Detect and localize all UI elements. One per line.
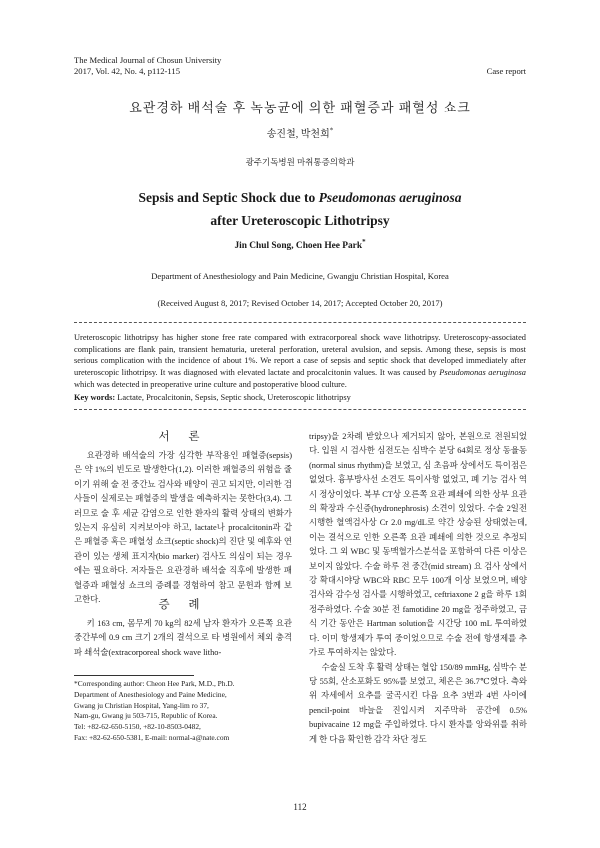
footnote-line-1: *Corresponding author: Cheon Hee Park, M.D., Ph.D. (74, 679, 235, 688)
journal-citation (74, 55, 221, 77)
affiliation-korean: 광주기독병원 마취통증의학과 (245, 157, 355, 167)
keywords-label: Key words: (74, 393, 116, 402)
abstract-organism: Pseudomonas aeruginosa (439, 368, 526, 378)
title-english (0, 186, 600, 232)
authors-korean-names: 송진철, 박천희 (266, 129, 330, 140)
article-type: Case report (486, 66, 526, 76)
footnote-line-6: Fax: +82-62-650-5381, E-mail: normal-a@nate.com (74, 732, 230, 742)
abstract-bottom-rule (74, 409, 526, 410)
title-english-part1: Sepsis and Septic Shock due to (138, 190, 319, 205)
footnote-rule (74, 675, 194, 676)
intro-heading: 서 론 (158, 431, 208, 443)
intro-body (74, 449, 292, 607)
affiliation-english: Department of Anesthesiology and Pain Medicine, Gwangju Christian Hospital, Korea (151, 271, 449, 281)
abstract (74, 332, 526, 391)
journal-name: The Medical Journal of Chosun University (74, 55, 222, 65)
footnote-line-4: Nam-gu, Gwang ju 503-715, Republic of Korea. (74, 711, 218, 721)
footnote-line-2: Department of Anesthesiology and Paine Medicine, (74, 689, 227, 699)
received-dates: (Received August 8, 2017; Revised October 14, 2017; Accepted October 20, 2017) (157, 298, 443, 308)
abstract-top-rule (74, 322, 526, 323)
footnote-line-3: Gwang ju Christian Hospital, Yang-lim ro 37, (74, 700, 209, 710)
abstract-text-2: which was detected in preoperative urine culture and postoperative blood culture. (74, 379, 347, 389)
abstract-text-1: Ureteroscopic lithotripsy has higher stone free rate compared with extracorporeal shock wave lithotripsy. Ureteroscopy-associated complications are flank pain, transient hematuria, ureteral perforation, ureteral avulsion, and sepsis. Among these, sepsis is most serious complication with the incidence of about 1%. We report a case of sepsis and septic shock that developed immediately after ureteroscopic lithotripsy. It was diagnosed with elevated lactate and procalcitonin values. It was caused by (74, 333, 526, 378)
right-paragraph-1: tripsy)을 2차례 받았으나 제거되지 않아, 본원으로 전원되었다. 입원 시 검사한 심전도는 심박수 분당 64회로 정상 동율동(normal sinus rhythm)을 보였고, 심 초음파 상에서도 특이점은 없었다. 흉부방사선 소견도 특이사항 없었고, 폐 기능 검사 역시 정상이었다. 복부 CT상 오른쪽 요관 폐쇄에 의한 상부 요관의 확장과 수신증(hydronephrosis) 소견이 있었다. 수술 2일전 시행한 혈액검사상 Cr 2.0 mg/dL로 약간 상승된 상태였는데, 이는 결석으로 인한 오른쪽 요관 폐쇄에 의한 것으로 추정되었다. 그 외 WBC 및 동맥혈가스분석을 포함하여 다른 이상은 보이지 않았다. 수술 하루 전 중간(mid stream) 요 검사 상에서 강 확대시야당 WBC와 RBC 모두 100개 이상 보였으며, 배양검사와 감수성 검사를 시행하였고, ceftriaxone 2 g을 하루 1회 정주하였다. 수술 30분 전 famotidine 20 mg을 정주하였고, 금식 기간 동안은 Hartman solution을 시간당 100 mL 투여하였다. 이미 항생제가 투여 중이었으므로 수술 전에 항생제를 추가로 투여하지는 않았다. (309, 432, 527, 658)
title-english-line2: after Ureteroscopic Lithotripsy (210, 213, 390, 228)
journal-volume: 2017, Vol. 42, No. 4, p112-115 (74, 66, 180, 76)
corresponding-mark-en: * (362, 238, 366, 246)
authors-english (0, 238, 600, 251)
case-body (74, 617, 292, 660)
page-number: 112 (293, 802, 307, 812)
right-paragraph-2: 수술실 도착 후 활력 상태는 혈압 150/89 mmHg, 심박수 분당 55회, 산소포화도 95%를 보였고, 체온은 36.7℃였다. 측와위 자세에서 요추를 굴곡시킨 다음 요추 3번과 4번 사이에 pencil-point 바늘을 진입시켜 지주막하 공간에 0.5% bupivacaine 12 mg을 주입하였다. 다시 환자를 앙와위를 취하게 한 다음 확인한 감각 차단 정도 (309, 662, 527, 744)
title-korean: 요관경하 배석술 후 녹농균에 의한 패혈증과 패혈성 쇼크 (129, 100, 471, 115)
title-english-organism: Pseudomonas aeruginosa (318, 190, 462, 205)
corresponding-mark: * (329, 126, 334, 135)
keywords-text: Lactate, Procalcitonin, Sepsis, Septic shock, Ureteroscopic lithotripsy (115, 393, 351, 402)
authors-english-names: Jin Chul Song, Choen Hee Park (234, 241, 363, 252)
authors-korean (0, 125, 600, 140)
intro-paragraph: 요관경하 배석술의 가장 심각한 부작용인 패혈증(sepsis)은 약 1%의 빈도로 발생한다(1,2). 이러한 패혈증의 위험을 줄이기 위해 술 전 중간뇨 검사와 배양이 권고 되지만, 이러한 검사들이 실제로는 패혈증의 발생을 예측하지는 못한다(3,4). 그러므로 술 후 세균 감염으로 인한 환자의 활력 상태의 변화가 있는지 유심히 지켜보아야 하고, lactate나 procalcitonin과 같은 패혈증 혹은 패혈성 쇼크(septic shock)의 진단 및 예후와 연관이 있는 생체 표지자(bio marker) 검사도 의심이 되는 경우에는 필요하다. 저자들은 요관경하 배석술 직후에 발생한 패혈증과 패혈성 쇼크의 증례를 경험하여 참고 문헌과 함께 보고한다. (74, 451, 292, 605)
case-paragraph: 키 163 cm, 몸무게 70 kg의 82세 남자 환자가 오른쪽 요관 중간부에 0.9 cm 크기 2개의 결석으로 타 병원에서 체외 충격파 쇄석술(extracorporeal shock wave litho- (74, 619, 292, 657)
keywords (74, 392, 526, 404)
footnote-line-5: Tel: +82-62-650-5150, +82-10-8503-0482, (74, 722, 201, 732)
corresponding-author-footnote (74, 679, 292, 744)
right-column (309, 430, 527, 747)
case-heading: 증 례 (158, 599, 208, 611)
